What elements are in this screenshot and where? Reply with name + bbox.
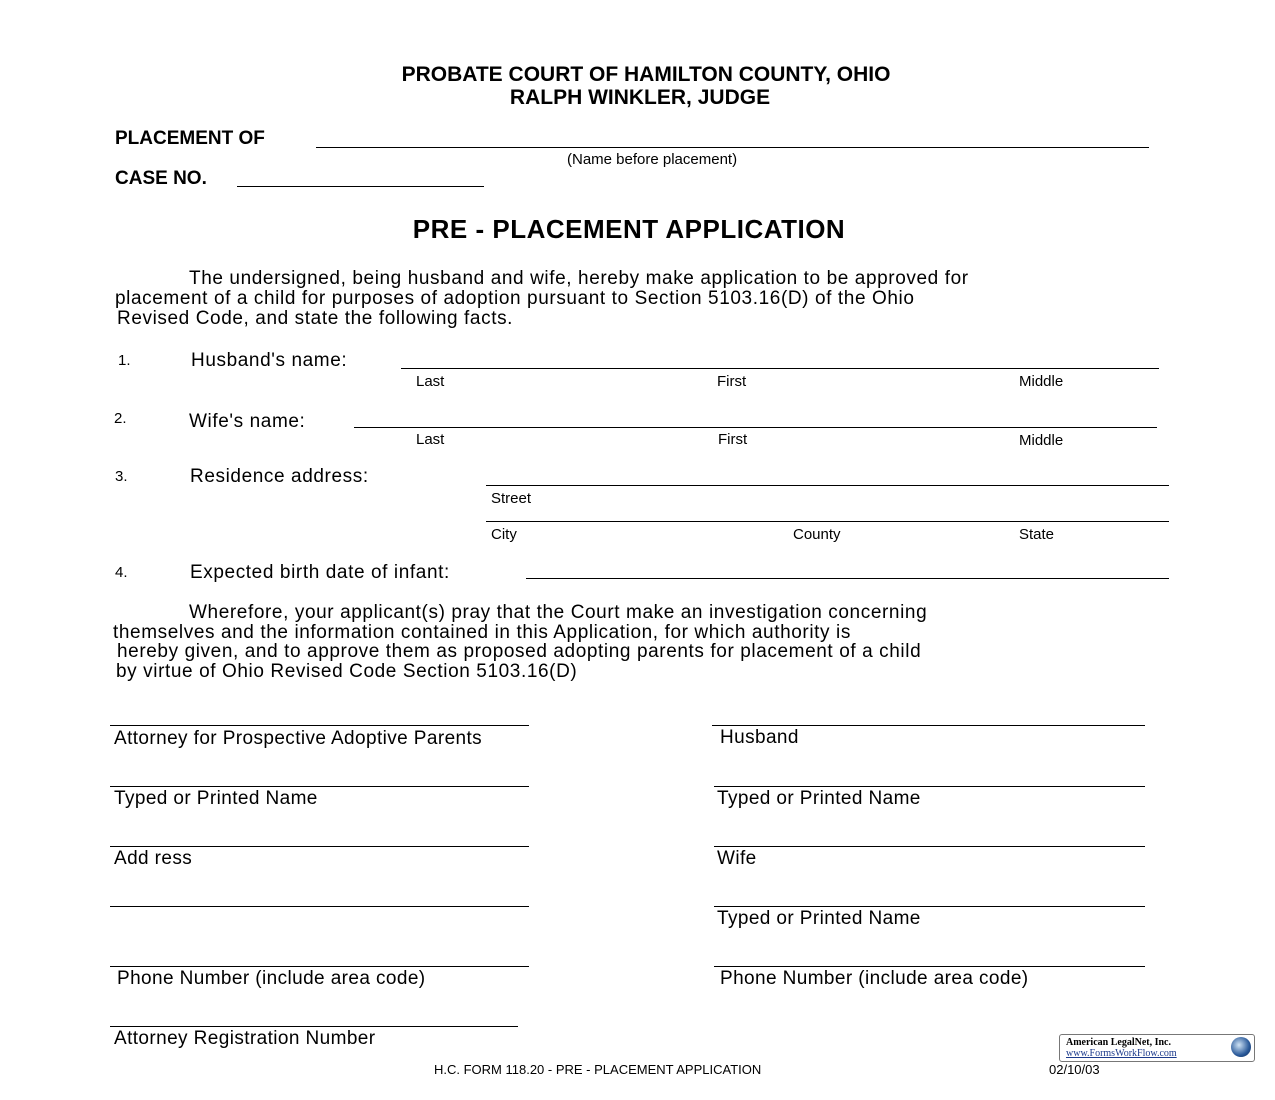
street-caption: Street bbox=[491, 490, 532, 507]
husband-printed-name-caption: Typed or Printed Name bbox=[717, 788, 921, 809]
attorney-signature-line[interactable] bbox=[110, 725, 529, 726]
wife-printed-name-line[interactable] bbox=[714, 906, 1145, 907]
wife-signature-line[interactable] bbox=[714, 846, 1145, 847]
placement-of-label: PLACEMENT OF bbox=[115, 128, 265, 149]
husband-first-caption: First bbox=[717, 373, 747, 390]
wherefore-line-1: Wherefore, your applicant(s) pray that the Court make an investigation concerning bbox=[189, 602, 928, 623]
attorney-signature-caption: Attorney for Prospective Adoptive Parents bbox=[114, 728, 483, 749]
wherefore-line-4: by virtue of Ohio Revised Code Section 5103.16(D) bbox=[116, 661, 578, 682]
judge-name: RALPH WINKLER, JUDGE bbox=[509, 86, 771, 109]
wife-middle-caption: Middle bbox=[1019, 432, 1064, 449]
husband-printed-name-line[interactable] bbox=[714, 786, 1145, 787]
court-name: PROBATE COURT OF HAMILTON COUNTY, OHIO bbox=[401, 63, 891, 86]
placement-name-field[interactable] bbox=[316, 147, 1149, 148]
attorney-address-caption: Add ress bbox=[114, 848, 193, 869]
wife-signature-caption: Wife bbox=[717, 848, 757, 869]
husband-name-field[interactable] bbox=[401, 368, 1159, 369]
form-title: PRE - PLACEMENT APPLICATION bbox=[412, 214, 846, 244]
city-caption: City bbox=[491, 526, 517, 543]
attorney-name-line[interactable] bbox=[110, 786, 529, 787]
name-before-placement-note: (Name before placement) bbox=[567, 151, 738, 168]
wherefore-line-2: themselves and the information contained in this Application, for which authority is bbox=[113, 622, 851, 643]
form-id: H.C. FORM 118.20 - PRE - PLACEMENT APPLICATION bbox=[434, 1062, 762, 1077]
birth-date-field[interactable] bbox=[526, 578, 1169, 579]
attorney-address-line-2[interactable] bbox=[110, 906, 529, 907]
case-no-field[interactable] bbox=[237, 186, 484, 187]
globe-icon bbox=[1231, 1037, 1251, 1057]
attorney-address-line[interactable] bbox=[110, 846, 529, 847]
attorney-registration-caption: Attorney Registration Number bbox=[114, 1028, 376, 1049]
city-county-state-field[interactable] bbox=[486, 521, 1169, 522]
attorney-phone-line[interactable] bbox=[110, 966, 529, 967]
husband-name-label: Husband's name: bbox=[191, 350, 348, 371]
residence-address-label: Residence address: bbox=[190, 466, 369, 487]
case-no-label: CASE NO. bbox=[115, 168, 207, 189]
county-caption: County bbox=[793, 526, 841, 543]
husband-signature-line[interactable] bbox=[712, 725, 1145, 726]
state-caption: State bbox=[1019, 526, 1055, 543]
applicant-phone-caption: Phone Number (include area code) bbox=[720, 968, 1029, 989]
logo-company-name: American LegalNet, Inc. bbox=[1066, 1037, 1171, 1048]
item-1-number: 1. bbox=[118, 352, 131, 369]
intro-line-3: Revised Code, and state the following facts. bbox=[117, 308, 514, 329]
husband-middle-caption: Middle bbox=[1019, 373, 1064, 390]
item-2-number: 2. bbox=[114, 410, 127, 427]
american-legalnet-logo bbox=[1059, 1034, 1255, 1062]
wherefore-line-3: hereby given, and to approve them as proposed adopting parents for placement of a child bbox=[117, 641, 922, 662]
applicant-phone-line[interactable] bbox=[714, 966, 1145, 967]
item-4-number: 4. bbox=[115, 564, 128, 581]
birth-date-label: Expected birth date of infant: bbox=[190, 562, 450, 583]
item-3-number: 3. bbox=[115, 468, 128, 485]
wife-name-label: Wife's name: bbox=[189, 411, 306, 432]
wife-printed-name-caption: Typed or Printed Name bbox=[717, 908, 921, 929]
attorney-name-caption: Typed or Printed Name bbox=[114, 788, 318, 809]
intro-line-2: placement of a child for purposes of adoption pursuant to Section 5103.16(D) of the Ohio bbox=[115, 288, 915, 309]
attorney-registration-line[interactable] bbox=[110, 1026, 518, 1027]
street-field[interactable] bbox=[486, 485, 1169, 486]
attorney-phone-caption: Phone Number (include area code) bbox=[117, 968, 426, 989]
husband-last-caption: Last bbox=[416, 373, 445, 390]
wife-first-caption: First bbox=[718, 431, 748, 448]
form-date: 02/10/03 bbox=[1049, 1062, 1100, 1077]
wife-last-caption: Last bbox=[416, 431, 445, 448]
intro-line-1: The undersigned, being husband and wife, hereby make application to be approved for bbox=[189, 268, 969, 289]
wife-name-field[interactable] bbox=[354, 427, 1157, 428]
husband-signature-caption: Husband bbox=[720, 727, 799, 748]
logo-url[interactable]: www.FormsWorkFlow.com bbox=[1066, 1048, 1177, 1059]
